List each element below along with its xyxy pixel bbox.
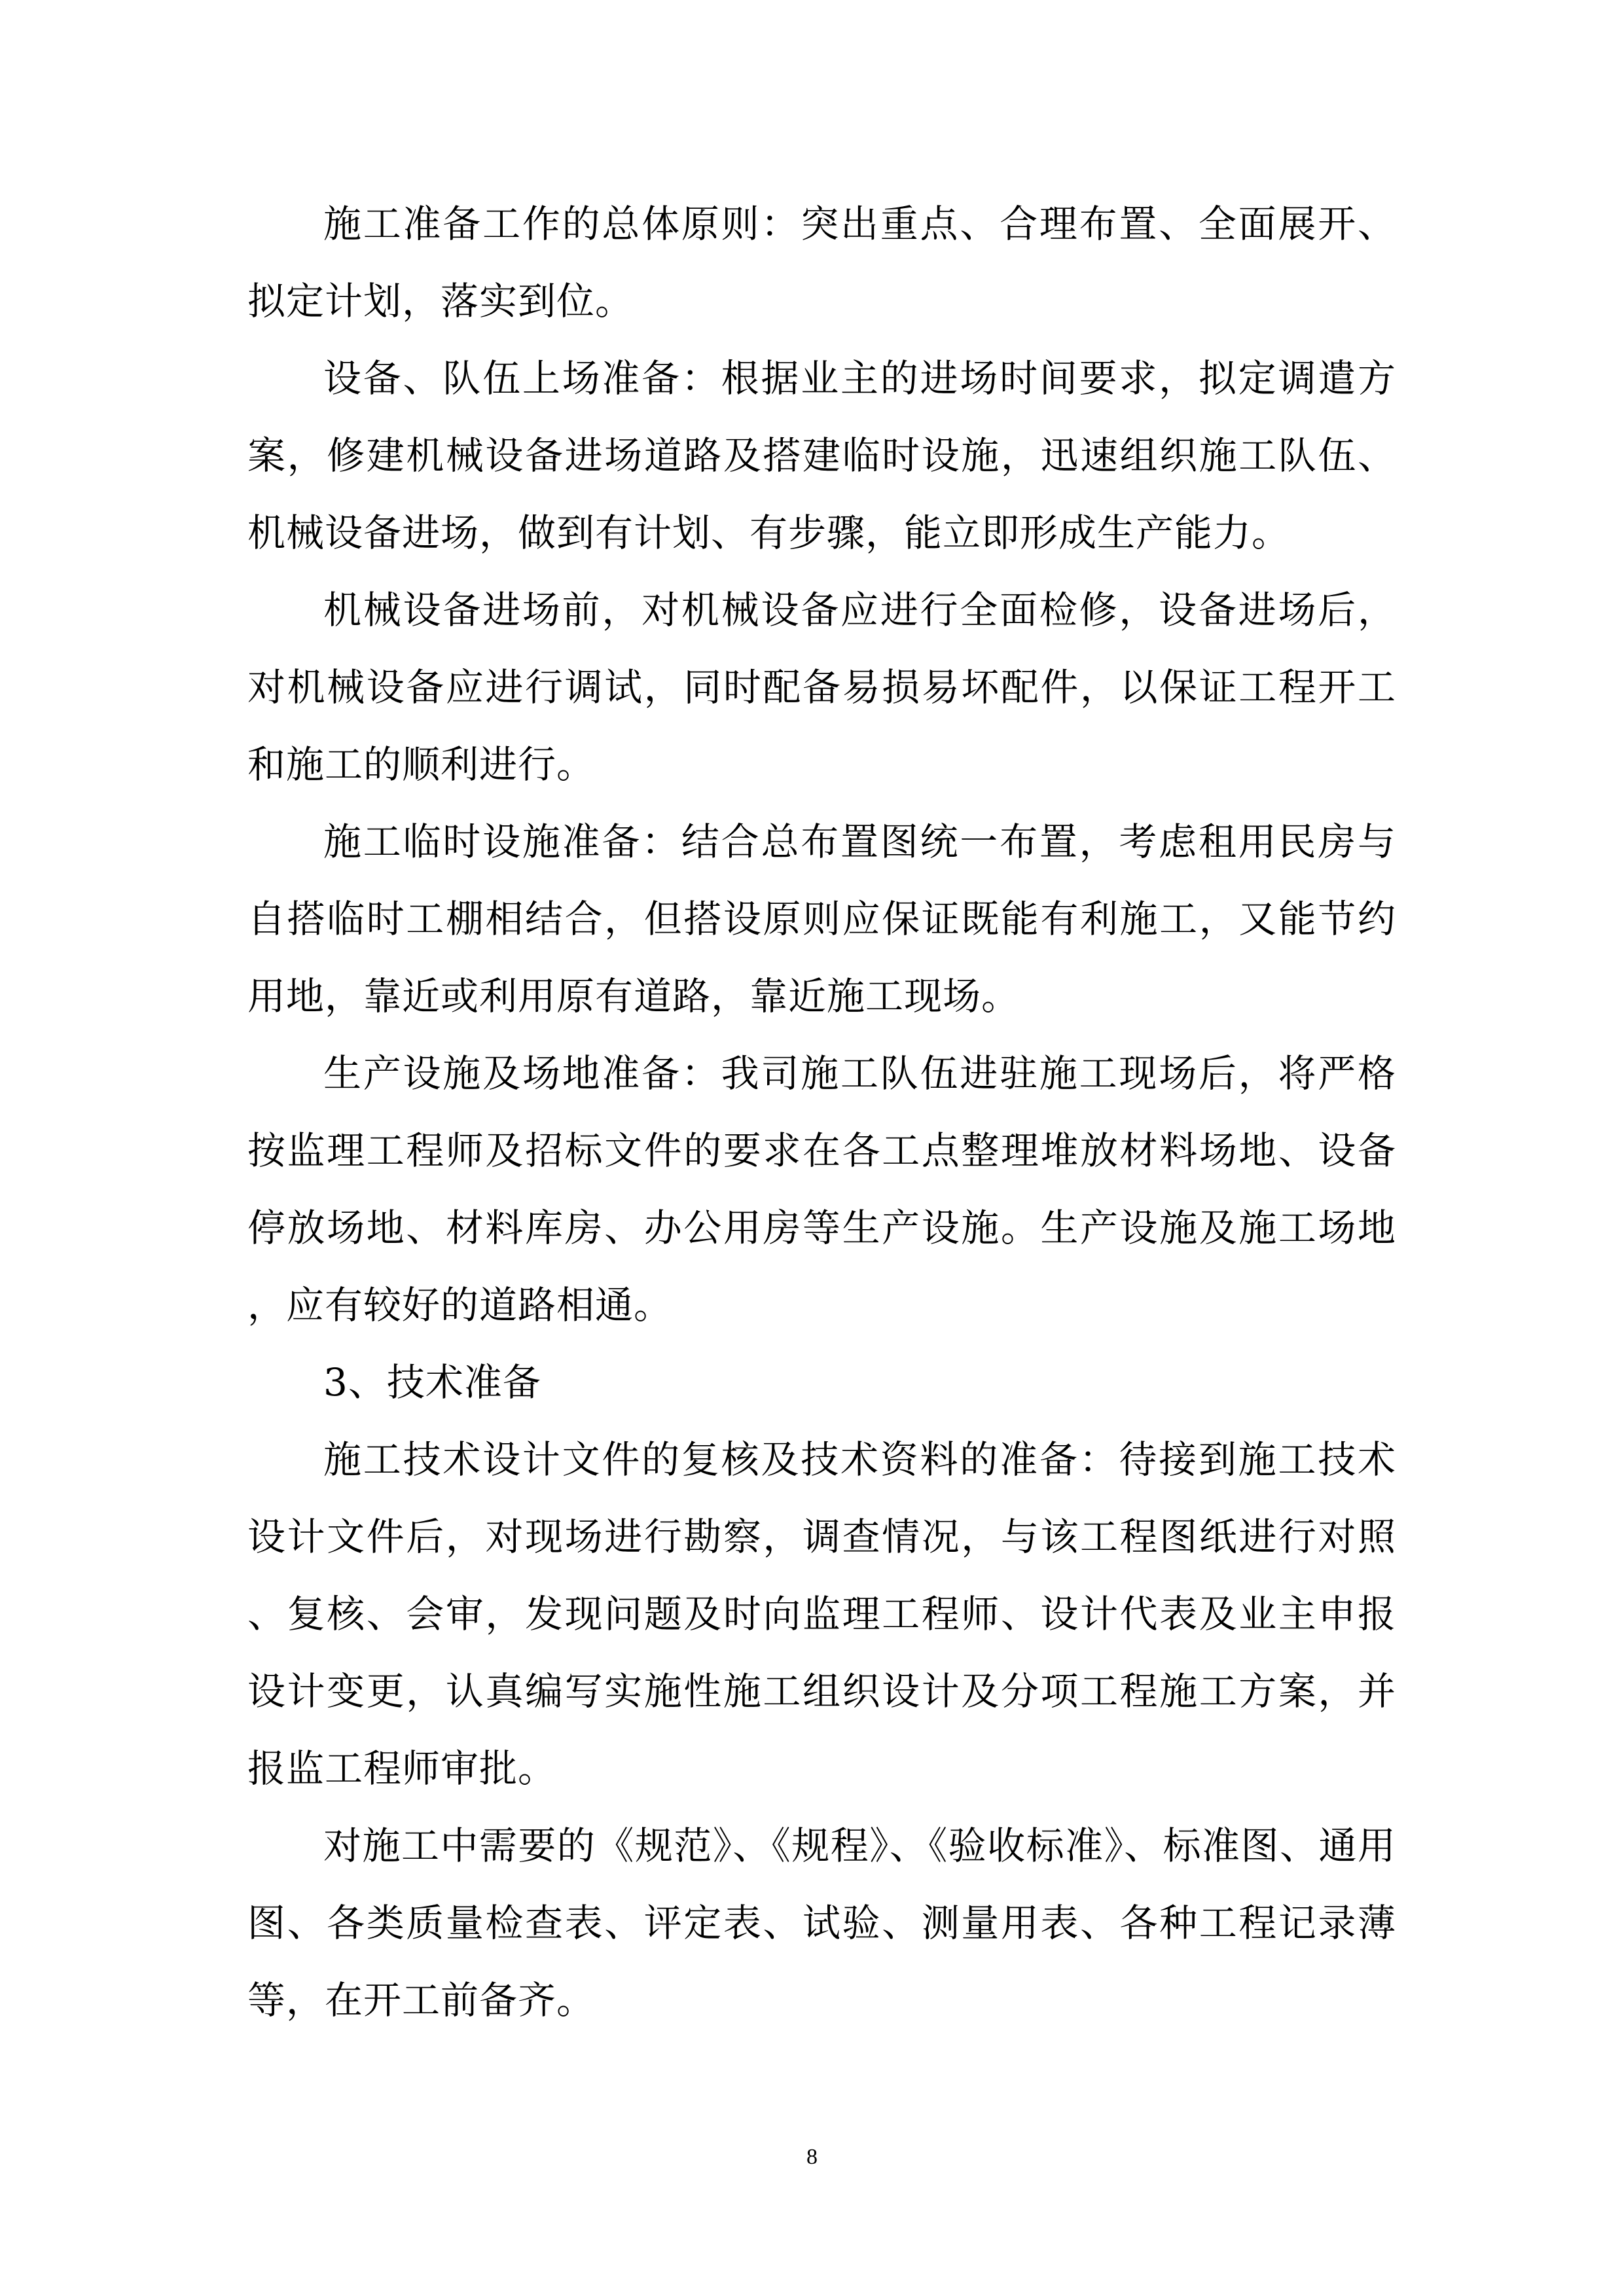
paragraph-overall-principle: 施工准备工作的总体原则：突出重点、合理布置、全面展开、拟定计划，落实到位。 [247,202,1396,323]
paragraph-design-review: 施工技术设计文件的复核及技术资料的准备：待接到施工技术设计文件后，对现场进行勘察，调查情况，与该工程图纸进行对照、复核、会审，发现问题及时向监理工程师、设计代表及业主申报设计变更，认真编写实施性施工组织设计及分项工程施工方案，并报监工程师审批。 [247,1437,1396,1791]
paragraph-temporary-facilities: 施工临时设施准备：结合总布置图统一布置，考虑租用民房与自搭临时工棚相结合，但搭设原则应保证既能有利施工，又能节约用地，靠近或利用原有道路，靠近施工现场。 [247,819,1396,1018]
section-heading-technical-preparation: 3、技术准备 [323,1360,541,1405]
page-number: 8 [806,2145,818,2169]
paragraph-equipment-team-preparation: 设备、队伍上场准备：根据业主的进场时间要求，拟定调遣方案，修建机械设备进场道路及搭建临时设施，迅速组织施工队伍、机械设备进场，做到有计划、有步骤，能立即形成生产能力。 [247,356,1396,555]
body-text [247,185,1396,2039]
paragraph-production-facilities: 生产设施及场地准备：我司施工队伍进驻施工现场后，将严格按监理工程师及招标文件的要求在各工点整理堆放材料场地、设备停放场地、材料库房、办公用房等生产设施。生产设施及施工场地，应有较好的道路相通。 [247,1051,1396,1327]
paragraph-standards-documents: 对施工中需要的《规范》、《规程》、《验收标准》、标准图、通用图、各类质量检查表、评定表、试验、测量用表、各种工程记录薄等，在开工前备齐。 [247,1823,1396,2022]
paragraph-equipment-inspection: 机械设备进场前，对机械设备应进行全面检修，设备进场后，对机械设备应进行调试，同时配备易损易坏配件，以保证工程开工和施工的顺利进行。 [247,588,1396,787]
